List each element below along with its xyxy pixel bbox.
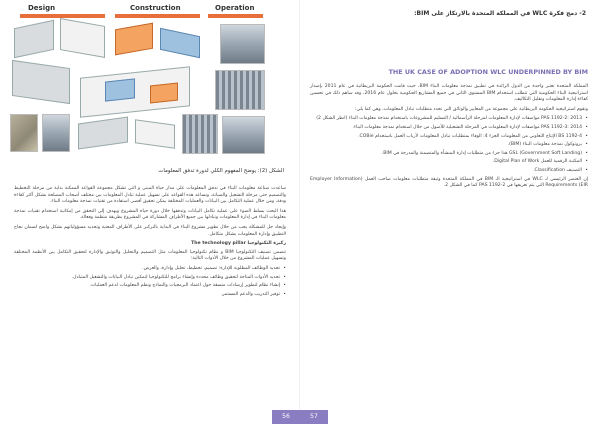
technology-bullet-list	[14, 266, 286, 298]
model-block-detail	[78, 116, 128, 149]
phase-operation-label: Operation	[215, 4, 255, 12]
list-item: • بروتوكول نمذجة معلومات البناء (BIM).	[310, 142, 582, 149]
right-footer	[300, 410, 600, 424]
completed-building-photo	[222, 116, 265, 154]
phase-design-bar	[20, 14, 105, 18]
list-item: • التصنيف Classification.	[310, 168, 582, 175]
right-paragraph: المملكة المتحدة تعتبر واحدة من الدول الرائدة في تطبيق نمذجة معلومات البناء BIM، حيث قامت الحكومة البريطانية في عام 2011 بإصدار استراتيجية البناء الحكومية التي تتطلب استخدام BIM المستوى الثاني في جميع المشاريع الحكومية بحلول عام 2016، وقد ساهم ذلك في تحسين كفاءة إدارة المعلومات وتقليل التكاليف.	[310, 84, 589, 103]
phase-operation-bar	[208, 14, 263, 18]
building-photo	[220, 24, 265, 64]
phase-construction-bar	[115, 14, 200, 18]
interior-photo	[182, 114, 218, 154]
site-photo-2	[42, 114, 70, 152]
list-item: • PAS 1192-3: 2014 مواصفات لإدارة المعلومات في المرحلة التشغيلية للأصول من خلال استخدام نمذجة معلومات البناء.	[310, 125, 582, 132]
phase-construction-label: Construction	[130, 4, 181, 12]
model-block-plan	[60, 18, 105, 58]
right-paragraph: وتقوم استراتيجية الحكومة البريطانية على مجموعة من المعايير والوثائق التي تحدد متطلبات تبادل المعلومات، وهي كما يلي:	[354, 106, 588, 112]
lifecycle-figure	[10, 2, 265, 157]
left-paragraph: ساعدت صناعة معلومات البناء في تدفق المعلومات على مدار حياة المبنى و التي تشكل مجموعة القواعد الممكنة بداية من مرحلة التخطيط والتصميم حتى مرحلة التشغيل والصيانة، وتساعد هذه القواعد على تسهيل عملية تبادل المعلومات بين مختلف أصحاب المصلحة بشكل أكثر كفاءة ودقة، ومن خلال عملية التكامل بين البيانات والعمليات المختلفة يمكن تحقيق أقصى استفادة من تقنيات نمذجة معلومات البناء.	[14, 186, 286, 205]
model-block-core	[105, 78, 135, 101]
list-item: • تحديد الوظائف المطلوبة للإدارة: تصميم، تخطيط، تحليل وإدارة، والعرض.	[14, 266, 280, 273]
right-page	[300, 0, 600, 410]
technology-subheading: ركيزة التكنولوجيا The technology pillar	[191, 241, 286, 247]
list-item: • GSL (Government Soft Landing) هذا جزء من متطلبات إدارة المنشأة والمتضمنة والمدرجة في BIM.	[310, 151, 582, 158]
list-item: • PAS 1192-2: 2013 مواصفات لإدارة المعلومات لمرحلة الرأسمالية / التسليم للمشروعات باستخدام نمذجة معلومات البناء (انظر الشكل 2)	[310, 116, 582, 123]
left-paragraph: هذا البحث يسلط الضوء على عملية تكامل البيانات وتدفقها خلال دورة حياة المشروع ويهدف إلى التحقق من إمكانية استخدام تقنيات نمذجة معلومات البناء في إدارة المعلومات وتبادلها بين جميع الأطراف المشاركة في المشروع بطريقة منظمة وفعالة.	[14, 208, 286, 221]
list-item: • توفير التدريب والدعم المستمر.	[14, 292, 280, 299]
model-block-interior	[135, 119, 175, 149]
right-body-text	[310, 84, 588, 193]
standards-list	[310, 116, 588, 174]
section-heading-arabic: 2- دمج فكرة WLC في المملكة المتحدة بالارتكاز على BIM:	[414, 10, 586, 17]
right-page-number: 57	[300, 410, 328, 424]
phase-design-label: Design	[28, 4, 56, 12]
model-block-design	[14, 20, 54, 59]
left-page	[0, 0, 300, 410]
model-block-structure	[115, 23, 153, 56]
left-footer	[0, 410, 300, 424]
left-body-text	[14, 186, 286, 300]
model-block-frame	[150, 83, 178, 104]
list-item: • تحديد الأدوات المتاحة لتحقيق وظائف محددة وإنشاء برامج للتكنولوجيا لتمكين تبادل البيانات والتشغيل المتبادل.	[14, 275, 280, 282]
model-block-services	[160, 28, 200, 59]
list-item: • BS 1192-4 الإنتاج التعاوني من المعلومات الجزء 4: الوفاء بمتطلبات تبادل المعلومات لأرباب العمل باستخدام COBie.	[310, 134, 582, 141]
model-block-site	[12, 60, 70, 104]
left-page-number: 56	[272, 410, 300, 424]
list-item: • المكتبة الرقمية للعمل Digital Plan of Work.	[310, 159, 582, 166]
facade-photo	[215, 70, 265, 110]
list-item: • إنشاء نظام لتطوير إرشادات متسقة حول اعتماد البرمجيات والنماذج ونظم المعلومات لدعم العمليات.	[14, 283, 280, 290]
technology-paragraph: تتضمن تصنيف التكنولوجيا BIM و نظام تكنولوجيا المعلومات مثل التصميم والتحليل والتوثيق والإدارة لتحقيق التكامل بين الأنظمة المختلفة وتسهيل عمليات المشروع من خلال الأدوات التالية:	[14, 249, 287, 262]
figure-caption: الشكل (2): يوضح المفهوم الكلي لدورة تدفق المعلومات	[158, 168, 284, 174]
left-paragraph: وإيجاد حل للمشكلة يجب من خلال تطوير مشروع البناء في البداية بالتركيز على الأطراف المعنية وتحديد مسؤولياتهم بشكل واضح لضمان نجاح التطبيق وإدارة المعلومات بشكل متكامل.	[14, 224, 286, 237]
site-photo-1	[10, 114, 38, 152]
section-heading-english: THE UK CASE OF ADOPTION WLC UNDERPINNED BY BIM	[388, 68, 588, 76]
closing-paragraph: إن العنصر الرئيسي لـ WLC في استراتيجية الـ BIM في المملكة المتحدة وثيقة متطلبات معلومات صاحب العمل (Employer Information Requirements (EIR التي يتم تعريفها في PAS 1192-2 كما في الشكل 2.	[310, 176, 588, 189]
